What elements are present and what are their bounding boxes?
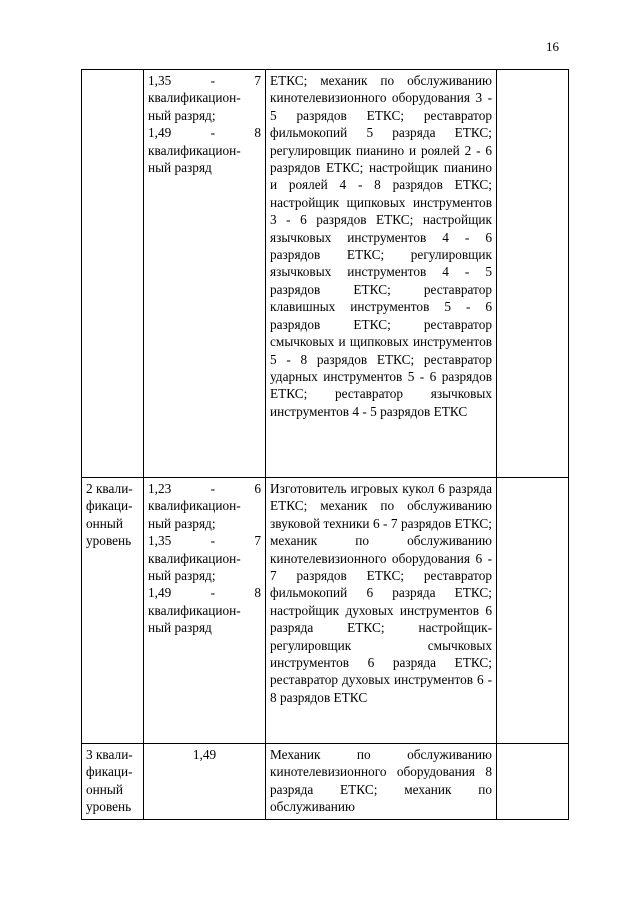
qualification-table: [81, 69, 569, 820]
page-number: 16: [546, 39, 559, 54]
coefficient-part: 8: [254, 125, 261, 141]
coefficient-value: [148, 532, 261, 549]
coefficient-label: ный разряд: [148, 620, 212, 636]
coefficient-label: квалификацион-: [148, 142, 241, 158]
coefficient-part: 7: [254, 533, 261, 549]
professions-cell: Изготовитель игровых кукол 6 разряда ЕТКС; механик по обслуживанию звуковой техники 6 - 7 разрядов ЕТКС; механик по обслуживанию кинотелевизионного оборудования 6 - 7 разрядов ЕТКС; реставратор фильмокопий 6 разряда ЕТКС; настройщик духовых инструментов 6 разряда ЕТКС; настройщик-регулировщик смычковых инструментов 6 разряда ЕТКС; реставратор духовых инструментов 6 - 8 разрядов ЕТКС: [266, 478, 497, 744]
level-line: фикаци-: [86, 498, 133, 514]
level-line: онный: [86, 781, 123, 797]
coefficient-value: [148, 124, 261, 141]
coefficient-part: -: [210, 125, 216, 141]
coefficient-part: -: [210, 481, 216, 496]
coefficient-value: [148, 480, 261, 497]
coefficient-cell: [144, 478, 266, 744]
table-row: [82, 478, 569, 744]
coefficient-part: 1,49: [148, 585, 172, 601]
coefficient-part: 7: [254, 73, 261, 88]
coefficient-part: 1,23: [148, 481, 172, 496]
level-cell: [82, 70, 144, 478]
professions-cell: Механик по обслуживанию кинотелевизионного оборудования 8 разряда ЕТКС; механик по обслуживанию: [266, 744, 497, 820]
coefficient-part: 1,49: [148, 125, 172, 141]
coefficient-part: -: [210, 533, 216, 549]
coefficient-label: квалификацион-: [148, 602, 241, 618]
level-cell: [82, 744, 144, 820]
coefficient-cell: [144, 744, 266, 820]
coefficient-part: 8: [254, 585, 261, 601]
level-line: фикаци-: [86, 764, 133, 780]
coefficient-cell: [144, 70, 266, 478]
coefficient-label: квалификацион-: [148, 90, 241, 106]
professions-cell: ЕТКС; механик по обслуживанию кинотелевизионного оборудования 3 - 5 разрядов ЕТКС; реставратор фильмокопий 5 разряда ЕТКС; регулировщик пианино и роялей 2 - 6 разрядов ЕТКС; настройщик пианино и роялей 4 - 8 разрядов ЕТКС; настройщик щипковых инструментов 3 - 6 разрядов ЕТКС; настройщик язычковых инструментов 4 - 6 разрядов ЕТКС; регулировщик язычковых инструментов 4 - 5 разрядов ЕТКС; реставратор клавишных инструментов 5 - 6 разрядов ЕТКС; реставратор смычковых и щипковых инструментов 5 - 8 разрядов ЕТКС; реставратор ударных инструментов 5 - 6 разрядов ЕТКС; реставратор язычковых инструментов 4 - 5 разрядов ЕТКС: [266, 70, 497, 478]
coefficient-value: [148, 72, 261, 89]
coefficient-part: -: [210, 585, 216, 601]
coefficient-value: [148, 584, 261, 601]
table-row: [82, 70, 569, 478]
coefficient-part: 1,35: [148, 73, 172, 88]
level-line: онный: [86, 515, 123, 531]
level-line: уровень: [86, 799, 132, 815]
table-row: [82, 744, 569, 820]
coefficient-value: 1,49: [192, 747, 217, 762]
coefficient-label: квалификацион-: [148, 498, 241, 514]
level-line: 2 квали-: [86, 481, 133, 496]
coefficient-part: -: [210, 73, 216, 88]
level-line: 3 квали-: [86, 747, 133, 762]
coefficient-part: 6: [254, 481, 261, 496]
coefficient-label: квалификацион-: [148, 550, 241, 566]
empty-cell: [497, 744, 569, 820]
level-line: уровень: [86, 533, 132, 549]
coefficient-label: ный разряд;: [148, 515, 216, 531]
coefficient-label: ный разряд;: [148, 107, 216, 123]
empty-cell: [497, 70, 569, 478]
coefficient-label: ный разряд: [148, 160, 212, 176]
level-cell: [82, 478, 144, 744]
coefficient-part: 1,35: [148, 533, 172, 549]
empty-cell: [497, 478, 569, 744]
coefficient-label: ный разряд;: [148, 568, 216, 584]
